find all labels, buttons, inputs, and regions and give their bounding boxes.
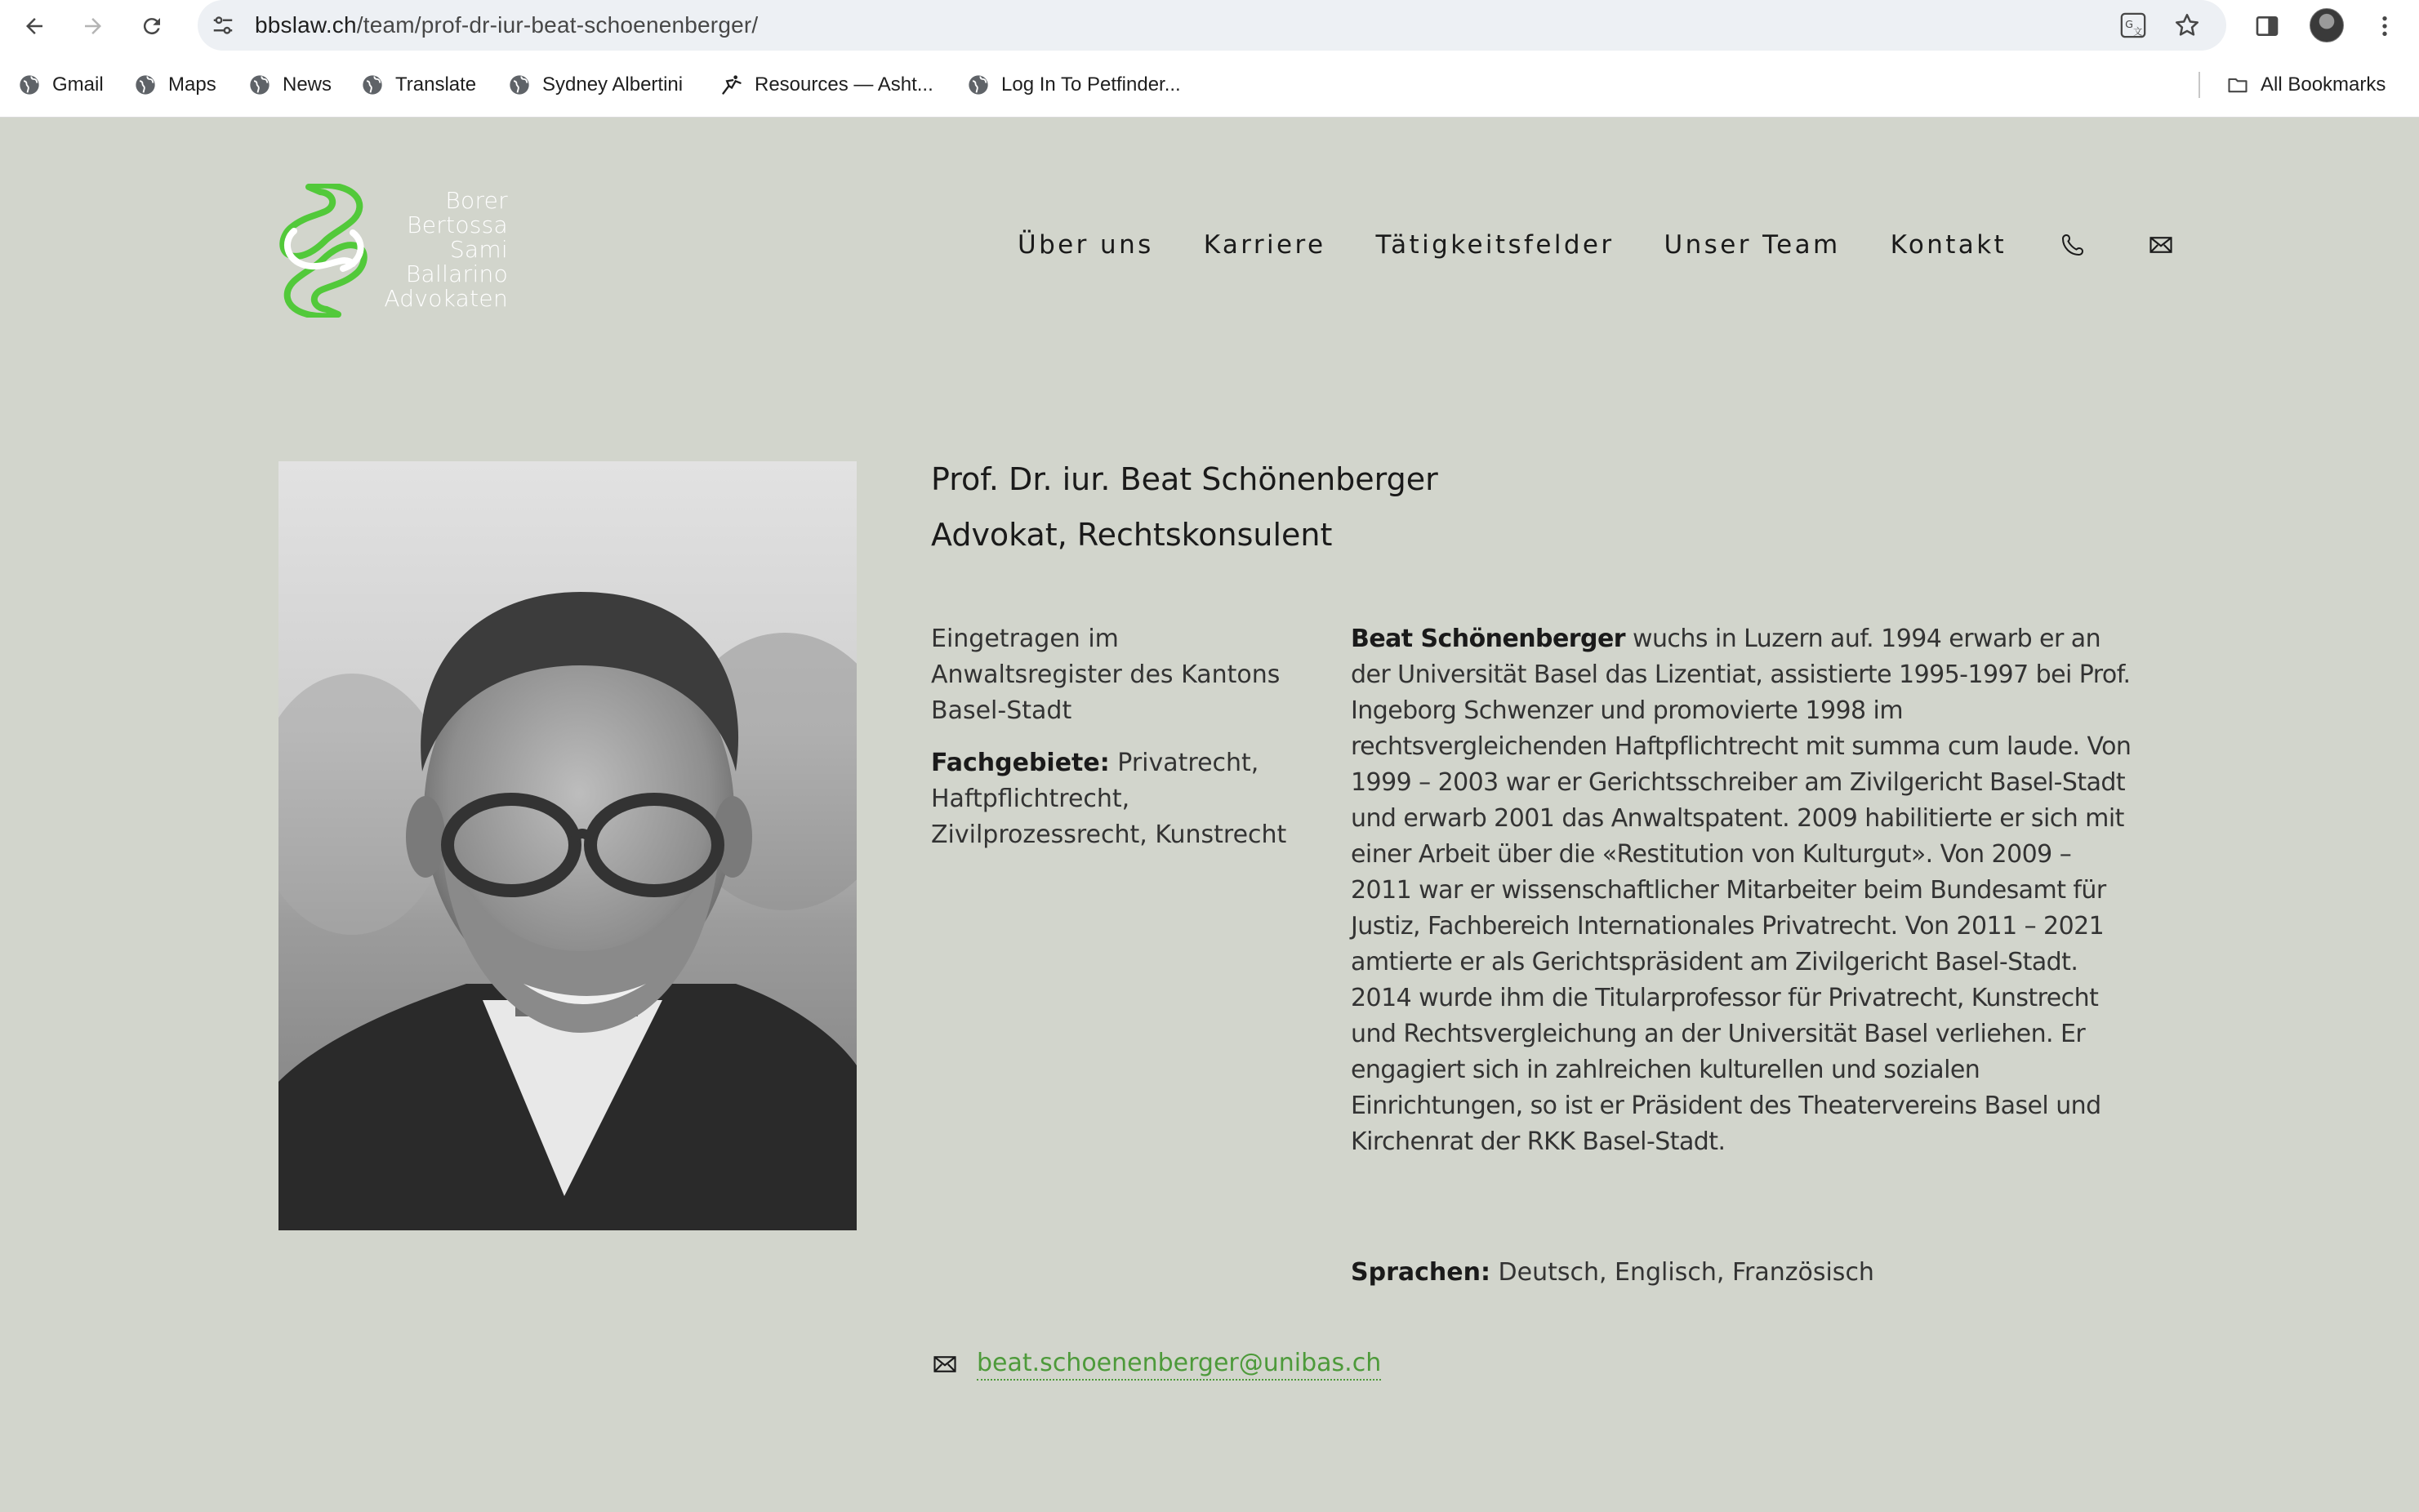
nav-taetigkeitsfelder[interactable]: Tätigkeitsfelder bbox=[1375, 230, 1615, 260]
bookmark-gmail[interactable] bbox=[18, 70, 104, 100]
site-settings-icon[interactable] bbox=[211, 13, 235, 38]
bookmark-translate[interactable] bbox=[361, 70, 476, 100]
bookmark-maps[interactable] bbox=[134, 70, 216, 100]
bookmarks-separator bbox=[2198, 72, 2200, 98]
star-icon bbox=[2173, 11, 2201, 39]
nav-karriere[interactable]: Karriere bbox=[1203, 230, 1326, 260]
arrow-right-icon bbox=[81, 14, 105, 38]
globe-icon bbox=[248, 73, 271, 96]
translate-icon bbox=[2119, 11, 2147, 39]
bio-name: Beat Schönenberger bbox=[1351, 625, 1625, 653]
bookmark-label: Log In To Petfinder... bbox=[1001, 73, 1181, 96]
translate-button[interactable] bbox=[2118, 11, 2148, 40]
bookmark-label: Resources — Asht... bbox=[755, 73, 933, 96]
all-bookmarks-label: All Bookmarks bbox=[2261, 73, 2386, 96]
nav-ueber-uns[interactable]: Über uns bbox=[1018, 230, 1154, 260]
person-name: Prof. Dr. iur. Beat Schönenberger bbox=[931, 461, 1438, 497]
sprachen-label: Sprachen: bbox=[1351, 1258, 1490, 1287]
globe-icon bbox=[134, 73, 157, 96]
reload-button[interactable] bbox=[132, 7, 172, 46]
svg-text:G: G bbox=[2125, 18, 2133, 31]
profile-avatar[interactable] bbox=[2310, 8, 2344, 42]
folder-icon bbox=[2226, 73, 2249, 96]
nav-kontakt[interactable]: Kontakt bbox=[1890, 230, 2007, 260]
url-host: bbslaw.ch bbox=[255, 12, 357, 38]
bookmark-label: Sydney Albertini bbox=[542, 73, 684, 96]
person-title: Advokat, Rechtskonsulent bbox=[931, 517, 1333, 553]
logo-line: Borer bbox=[445, 187, 508, 214]
all-bookmarks-button[interactable] bbox=[2226, 70, 2386, 100]
biography bbox=[1351, 621, 2135, 1160]
back-button[interactable] bbox=[15, 7, 54, 46]
runner-icon bbox=[720, 73, 743, 96]
register-text: Eingetragen im Anwaltsregister des Kantons Basel-Stadt bbox=[931, 625, 1281, 725]
main-navigation bbox=[1018, 225, 2177, 265]
globe-icon bbox=[18, 73, 41, 96]
globe-icon bbox=[967, 73, 990, 96]
portrait-image bbox=[278, 461, 857, 1230]
logo-wordmark bbox=[384, 189, 508, 311]
envelope-icon bbox=[931, 1350, 959, 1378]
bookmark-news[interactable] bbox=[248, 70, 332, 100]
url-path: /team/prof-dr-iur-beat-schoenenberger/ bbox=[356, 12, 759, 38]
languages bbox=[1351, 1258, 1874, 1287]
svg-text:文: 文 bbox=[2133, 25, 2143, 38]
url-text[interactable] bbox=[255, 12, 758, 38]
bookmark-star-button[interactable] bbox=[2172, 11, 2202, 40]
bookmarks-bar bbox=[0, 52, 2419, 118]
bookmark-sydney-albertini[interactable] bbox=[508, 70, 683, 100]
side-panel-icon bbox=[2254, 13, 2280, 39]
browser-toolbar bbox=[0, 0, 2419, 52]
side-panel-button[interactable] bbox=[2249, 8, 2285, 44]
logo-line: Sami bbox=[449, 236, 508, 263]
arrow-left-icon bbox=[22, 14, 47, 38]
team-member-photo bbox=[278, 461, 857, 1230]
phone-icon[interactable] bbox=[2056, 229, 2089, 261]
address-bar[interactable] bbox=[198, 0, 2226, 51]
bookmark-label: Translate bbox=[395, 73, 477, 96]
page-content bbox=[0, 118, 2419, 1512]
logo-line: Advokaten bbox=[384, 285, 508, 312]
bio-text: wuchs in Luzern auf. 1994 erwarb er an der Universität Basel das Lizentiat, assistierte 1995-1997 bei Prof. Ingeborg Schwenzer und promovierte 1998 im rechtsvergleichenden Haftpflichtrecht mit summa cum laude. Von 1999 – 2003 war er Gerichtsschreiber am Zivilgericht Basel-Stadt und erwarb 2001 das Anwaltspatent. 2009 habilitierte er sich mit einer Arbeit über die «Restitution von Kulturgut». Von 2009 – 2011 war er wissenschaftlicher Mitarbeiter beim Bundesamt für Justiz, Fachbereich Internationales Privatrecht. Von 2011 – 2021 amtierte er als Gerichtspräsident am Zivilgericht Basel-Stadt. 2014 wurde ihm die Titularprofessor für Privatrecht, Kunstrecht und Rechtsvergleichung an der Universität Basel verliehen. Er engagiert sich in zahlreichen kulturellen und sozialen Einrichtungen, so ist er Präsident des Theatervereins Basel und Kirchenrat der RKK Basel-Stadt. bbox=[1351, 625, 2132, 1156]
envelope-icon[interactable] bbox=[2145, 229, 2177, 261]
reload-icon bbox=[140, 14, 164, 38]
bookmark-label: Gmail bbox=[52, 73, 104, 96]
kebab-menu-icon bbox=[2372, 13, 2398, 39]
logo-line: Ballarino bbox=[405, 260, 508, 287]
fachgebiete-value: Privatrecht, Haftpflichtrecht, Zivilprozessrecht, Kunstrecht bbox=[931, 749, 1287, 849]
fachgebiete-label: Fachgebiete: bbox=[931, 749, 1110, 777]
site-logo[interactable] bbox=[278, 184, 515, 322]
bookmark-label: Maps bbox=[168, 73, 216, 96]
sprachen-value: Deutsch, Englisch, Französisch bbox=[1490, 1258, 1874, 1287]
browser-menu-button[interactable] bbox=[2367, 8, 2403, 44]
logo-mark-icon bbox=[278, 184, 369, 318]
fachgebiete bbox=[931, 745, 1290, 853]
globe-icon bbox=[508, 73, 531, 96]
bookmark-resources[interactable] bbox=[720, 70, 933, 100]
profile-summary bbox=[931, 621, 1290, 869]
forward-button[interactable] bbox=[74, 7, 113, 46]
nav-unser-team[interactable]: Unser Team bbox=[1664, 230, 1841, 260]
bookmark-label: News bbox=[283, 73, 332, 96]
logo-line: Bertossa bbox=[407, 211, 508, 238]
globe-icon bbox=[361, 73, 384, 96]
email-link[interactable]: beat.schoenenberger@unibas.ch bbox=[977, 1349, 1381, 1381]
email-contact bbox=[931, 1346, 1381, 1382]
bookmark-petfinder[interactable] bbox=[967, 70, 1181, 100]
